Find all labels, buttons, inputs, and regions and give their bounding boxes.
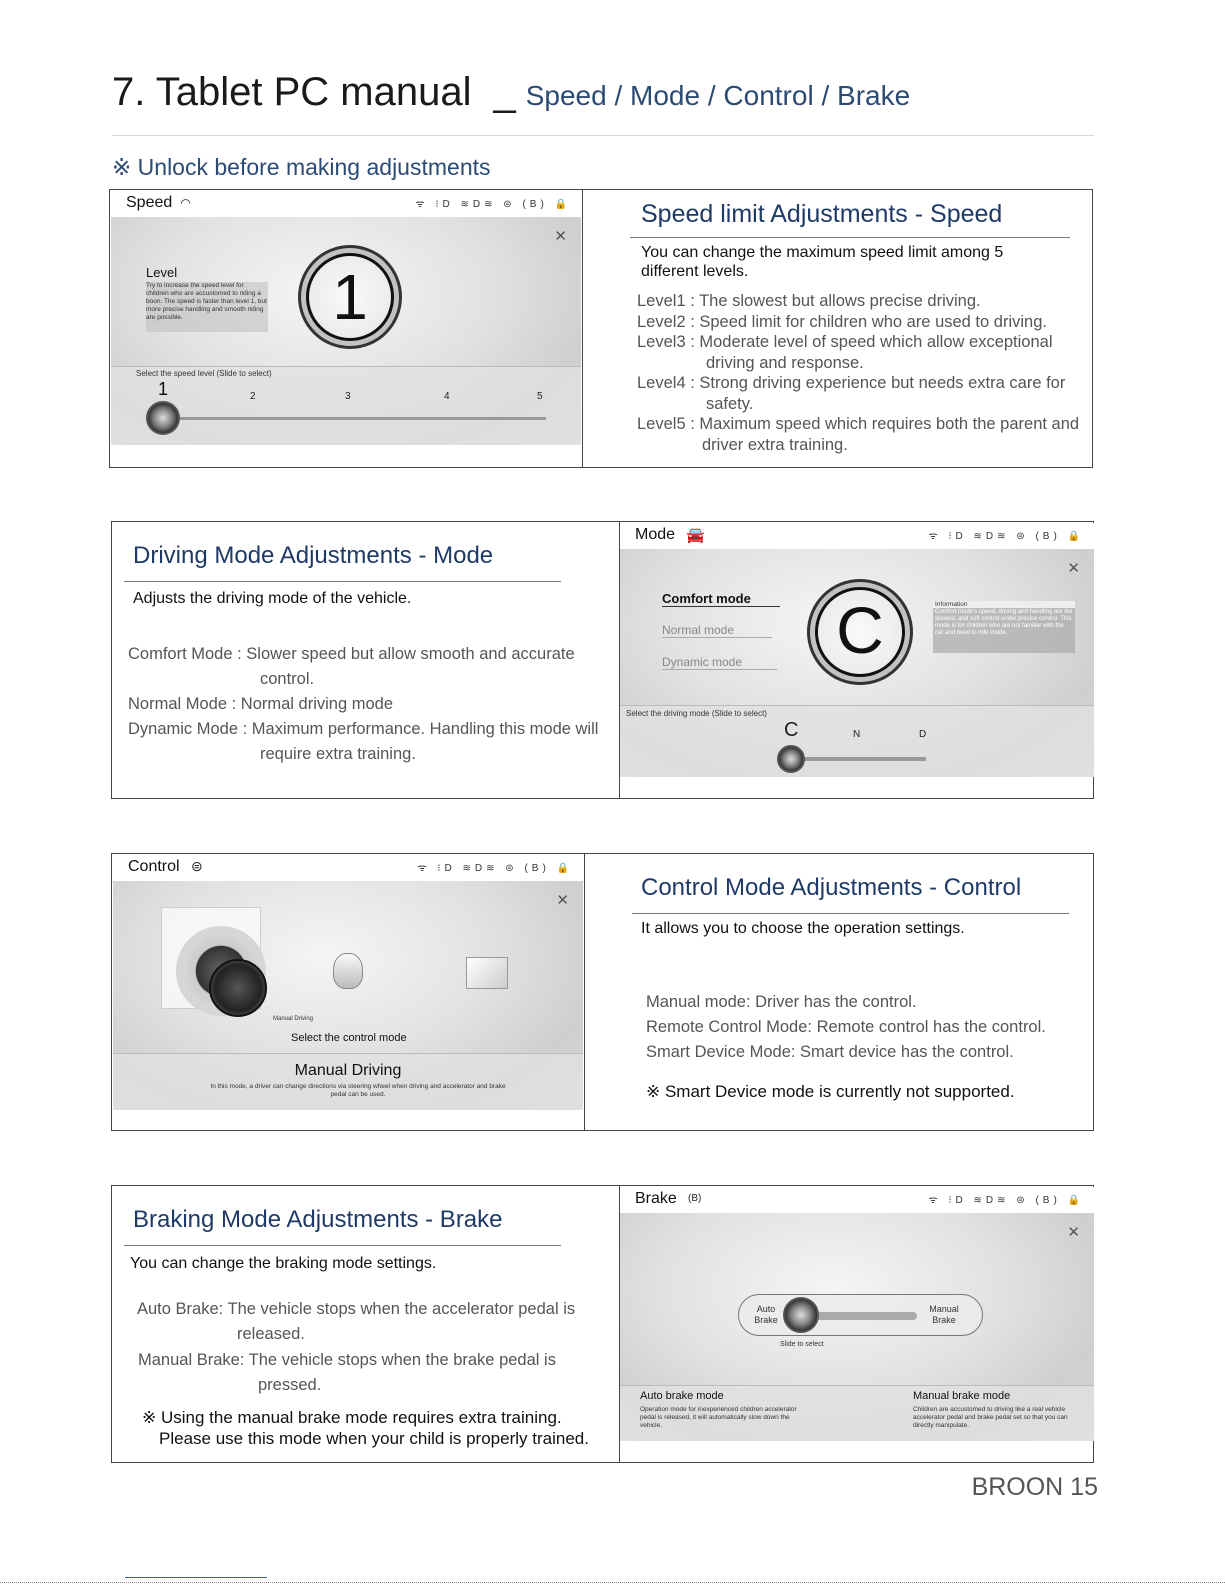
remote-control-image [333, 953, 363, 989]
close-icon[interactable]: ✕ [1067, 1224, 1080, 1241]
mode-screenshot [620, 523, 1094, 777]
section-divider [582, 190, 583, 467]
page-title [112, 70, 910, 115]
mode-section-title: Driving Mode Adjustments - Mode [133, 542, 494, 569]
title-separator: _ [493, 70, 516, 114]
mode-screen-title: Mode [635, 526, 676, 543]
brake-slider-caption: Slide to select [780, 1341, 824, 1348]
speed-tick-2: 2 [250, 391, 256, 402]
status-icons: ᯤ ⁝D ≋D≋ ⊜ (B) 🔒 [928, 531, 1084, 542]
page-number: BROON 15 [971, 1473, 1098, 1501]
mode-item-dynamic: Dynamic Mode : Maximum performance. Handling this mode will require extra training. [128, 720, 599, 763]
mode-value: C [836, 593, 884, 667]
control-screenshot [113, 855, 583, 1110]
mode-item-normal: Normal Mode : Normal driving mode [128, 695, 394, 713]
control-item-smart: Smart Device Mode: Smart device has the control. [646, 1043, 1014, 1061]
level-heading: Level [146, 265, 178, 280]
control-item-manual: Manual mode: Driver has the control. [646, 993, 917, 1011]
mode-item-comfort: Comfort Mode : Slower speed but allow smooth and accurate control. [128, 645, 575, 688]
status-bar [620, 1187, 1094, 1213]
speed-tick-1: 1 [158, 379, 169, 399]
status-bar [113, 855, 583, 881]
close-icon[interactable]: ✕ [554, 228, 567, 245]
speed-lead: You can change the maximum speed limit among 5 different levels. [641, 244, 1004, 280]
mode-option-normal[interactable]: Normal mode [662, 623, 772, 638]
speed-level-5: Level5 : Maximum speed which requires both the parent and driver extra training. [637, 415, 1080, 454]
speed-slider-knob[interactable] [146, 401, 180, 435]
control-mode-name: Manual Driving [294, 1062, 402, 1079]
mode-tick-c: C [784, 719, 799, 741]
speed-title-rule [630, 237, 1070, 238]
speed-level-4: Level4 : Strong driving experience but needs extra care for safety. [637, 374, 1066, 413]
brake-item-manual: Manual Brake: The vehicle stops when the brake pedal is pressed. [138, 1351, 556, 1394]
brake-title-rule [124, 1245, 561, 1246]
speedometer-icon: ◜◝ [181, 196, 191, 210]
title-rule [112, 135, 1094, 136]
control-note: ※ Smart Device mode is currently not supported. [646, 1082, 1015, 1101]
footer-dotted-rule [0, 1582, 1225, 1583]
speed-tick-5: 5 [537, 391, 543, 402]
smart-device-option[interactable] [448, 953, 532, 993]
speed-tick-3: 3 [345, 391, 351, 402]
mode-tick-d: D [919, 729, 927, 740]
mode-tick-n: N [853, 729, 861, 740]
speed-level-3: Level3 : Moderate level of speed which allow exceptional driving and response. [637, 333, 1053, 372]
manual-driving-callout: Manual Driving [273, 1016, 314, 1022]
speed-screenshot [111, 191, 581, 445]
control-section [111, 853, 1094, 1131]
status-icons: ᯤ ⁝D ≋D≋ ⊜ (B) 🔒 [928, 1195, 1084, 1206]
brake-lead: You can change the braking mode settings. [130, 1255, 437, 1272]
mode-option-comfort[interactable]: Comfort mode [662, 591, 780, 607]
level-dial [306, 253, 394, 341]
close-icon[interactable]: ✕ [556, 892, 569, 909]
mode-dial [815, 587, 905, 677]
status-bar [620, 523, 1094, 549]
brake-section-title: Braking Mode Adjustments - Brake [133, 1206, 503, 1233]
mode-section [111, 521, 1094, 799]
brake-item-auto: Auto Brake: The vehicle stops when the accelerator pedal is released. [137, 1300, 576, 1343]
smart-device-image [466, 957, 508, 989]
control-mode-description: In this mode, a driver can change directions via steering wheel when driving and accelerator and brake pedal can be used. [210, 1083, 506, 1098]
mode-info-panel [933, 601, 1075, 653]
speed-slider-track[interactable] [156, 417, 546, 420]
control-screen-title: Control [128, 858, 180, 875]
brake-section [111, 1185, 1094, 1463]
remote-control-option[interactable] [309, 947, 389, 997]
speed-tick-4: 4 [444, 391, 450, 402]
page-subtitle: Speed / Mode / Control / Brake [525, 80, 911, 111]
speed-slider-caption: Select the speed level (Slide to select) [136, 369, 272, 378]
brake-option-auto[interactable]: Auto Brake [754, 1304, 778, 1325]
auto-brake-title: Auto brake mode [640, 1390, 724, 1402]
control-prompt: Select the control mode [291, 1032, 407, 1044]
mode-slider-caption: Select the driving mode (Slide to select) [626, 709, 767, 718]
mode-lead: Adjusts the driving mode of the vehicle. [133, 590, 412, 607]
brake-screen-title: Brake [635, 1190, 677, 1207]
speed-level-2: Level2 : Speed limit for children who are used to driving. [637, 313, 1047, 331]
status-icons: ᯤ ⁝D ≋D≋ ⊜ (B) 🔒 [415, 199, 571, 210]
speed-screen-title: Speed [126, 194, 173, 211]
control-item-remote: Remote Control Mode: Remote control has the control. [646, 1018, 1046, 1036]
control-section-title: Control Mode Adjustments - Control [641, 874, 1022, 901]
brake-icon: (B) [688, 1193, 702, 1204]
steering-wheel-icon: ⊜ [191, 858, 203, 874]
footer-link-line [125, 1577, 267, 1578]
page-title-main: 7. Tablet PC manual [112, 70, 472, 114]
speed-level-1: Level1 : The slowest but allows precise driving. [637, 292, 981, 310]
manual-driving-zoom [209, 959, 267, 1017]
mode-option-dynamic[interactable]: Dynamic mode [662, 655, 777, 670]
control-lead: It allows you to choose the operation settings. [641, 920, 965, 937]
mode-title-rule [124, 581, 561, 582]
mode-slider-knob[interactable] [777, 745, 805, 773]
status-bar [111, 191, 581, 217]
manual-brake-title: Manual brake mode [913, 1390, 1011, 1402]
auto-brake-description: Operation mode for inexperienced children accelerator pedal is released, it will automatically slow down the vehicle. [640, 1406, 797, 1429]
section-divider [584, 854, 585, 1130]
speed-section [109, 189, 1093, 468]
status-icons: ᯤ ⁝D ≋D≋ ⊜ (B) 🔒 [417, 863, 573, 874]
brake-slider-knob[interactable] [783, 1297, 819, 1333]
brake-slider-track[interactable] [805, 1312, 917, 1320]
brake-screenshot [620, 1187, 1094, 1441]
speed-section-title: Speed limit Adjustments - Speed [641, 200, 1003, 228]
brake-note: ※ Using the manual brake mode requires extra training. Please use this mode when your child is properly trained. [142, 1408, 589, 1448]
manual-brake-description: Children are accustomed to driving like a real vehicle accelerator pedal and brake pedal set so that you can directly manipulate. [913, 1406, 1068, 1429]
level-description: Try to increase the speed level for children who are accustomed to riding a boon. The speed is faster than level 1, but more precise handling and smooth riding are possible. [146, 282, 268, 332]
mode-info-text: Comfort mode's speed, driving and handling are the slowest, and soft control under precise control. This mode is for children who are not familiar with the car and need to ride inside. [935, 609, 1073, 636]
control-title-rule [632, 913, 1069, 914]
brake-option-manual[interactable]: Manual Brake [929, 1304, 959, 1325]
unlock-notice: ※ Unlock before making adjustments [112, 154, 491, 180]
close-icon[interactable]: ✕ [1067, 560, 1080, 577]
mode-info-title: Information [933, 601, 1075, 608]
car-icon: 🚘 [686, 527, 705, 544]
level-value: 1 [332, 261, 368, 333]
mode-slider-track[interactable] [790, 757, 926, 761]
